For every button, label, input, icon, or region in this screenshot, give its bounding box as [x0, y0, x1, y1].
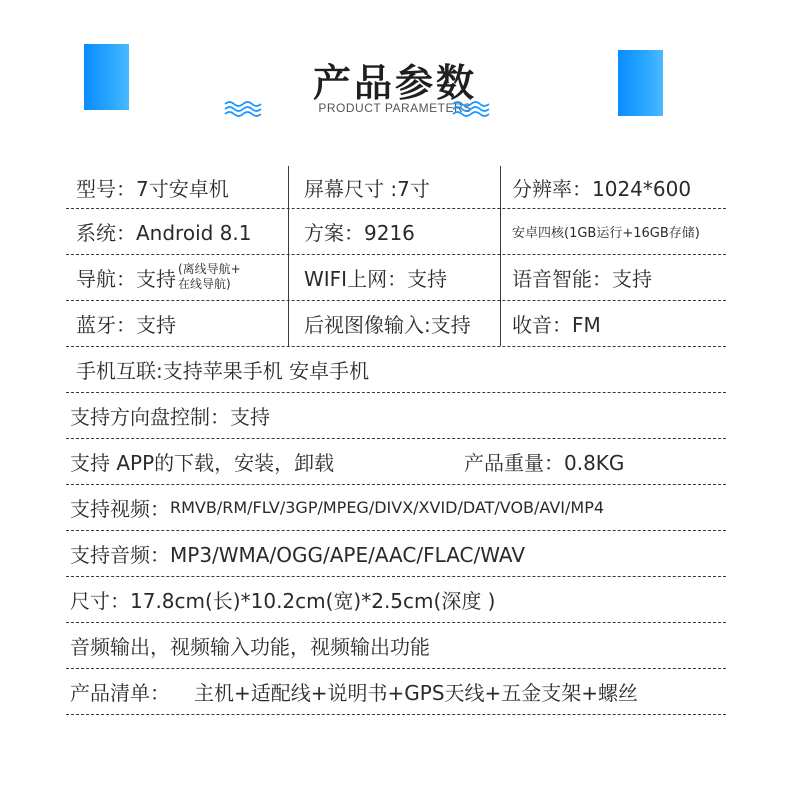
- navigation-cell: [76, 254, 241, 300]
- package-items: 主机+适配线+说明书+GPS天线+五金支架+螺丝: [194, 680, 639, 705]
- bluetooth-cell: 蓝牙：支持: [76, 312, 176, 337]
- column-divider: [500, 300, 501, 346]
- model-cell: 型号：7寸安卓机: [76, 176, 229, 201]
- page-subtitle: PRODUCT PARAMETERS: [318, 101, 472, 115]
- size-text: 尺寸：17.8cm(长)*10.2cm(宽)*2.5cm(深度 ): [70, 588, 496, 613]
- column-divider: [500, 166, 501, 208]
- column-divider: [288, 208, 289, 254]
- column-divider: [288, 166, 289, 208]
- phone-link-text: 手机互联:支持苹果手机 安卓手机: [76, 358, 370, 383]
- navigation-note-line1: (离线导航+: [178, 262, 241, 276]
- spec-row-size: [66, 576, 726, 623]
- video-cell: [70, 484, 604, 530]
- cpu-memory-cell: 安卓四核(1GB运行+16GB存储): [512, 225, 700, 241]
- voice-cell: 语音智能：支持: [512, 266, 652, 291]
- navigation-label: 导航：支持: [76, 266, 176, 291]
- steering-text: 支持方向盘控制：支持: [70, 404, 270, 429]
- radio-cell: 收音：FM: [512, 312, 601, 337]
- spec-row-package: [66, 668, 726, 715]
- package-label: 产品清单：: [70, 680, 170, 705]
- weight-text: 产品重量：0.8KG: [464, 450, 625, 475]
- spec-row-app: [66, 438, 726, 485]
- wifi-cell: WIFI上网：支持: [304, 266, 448, 291]
- system-cell: 系统：Android 8.1: [76, 220, 252, 245]
- spec-row-1: [66, 166, 726, 209]
- rear-camera-cell: 后视图像输入:支持: [304, 312, 471, 337]
- app-text: 支持 APP的下载，安装，卸载: [70, 450, 335, 475]
- column-divider: [500, 254, 501, 300]
- audio-text: 支持音频：MP3/WMA/OGG/APE/AAC/FLAC/WAV: [70, 542, 525, 567]
- spec-row-steering: [66, 392, 726, 439]
- video-formats: RMVB/RM/FLV/3GP/MPEG/DIVX/XVID/DAT/VOB/AVI/MP4: [170, 497, 605, 517]
- navigation-note: [178, 262, 241, 292]
- chipset-cell: 方案：9216: [304, 220, 415, 245]
- spec-row-3: [66, 254, 726, 301]
- column-divider: [288, 254, 289, 300]
- navigation-note-line2: 在线导航): [178, 277, 231, 291]
- column-divider: [288, 300, 289, 346]
- screen-size-cell: 屏幕尺寸 :7寸: [304, 176, 430, 201]
- spec-row-2: [66, 208, 726, 255]
- column-divider: [500, 208, 501, 254]
- package-cell: [70, 668, 638, 714]
- video-label: 支持视频：: [70, 496, 170, 521]
- wave-icon-right: [452, 98, 492, 118]
- page-title: 产品参数: [312, 61, 477, 105]
- spec-row-audio: [66, 530, 726, 577]
- spec-row-phone-link: [66, 346, 726, 393]
- resolution-cell: 分辨率：1024*600: [512, 176, 692, 201]
- av-output-text: 音频输出，视频输入功能，视频输出功能: [70, 634, 430, 659]
- spec-row-av-output: [66, 622, 726, 669]
- spec-row-video: [66, 484, 726, 531]
- spec-row-4: [66, 300, 726, 347]
